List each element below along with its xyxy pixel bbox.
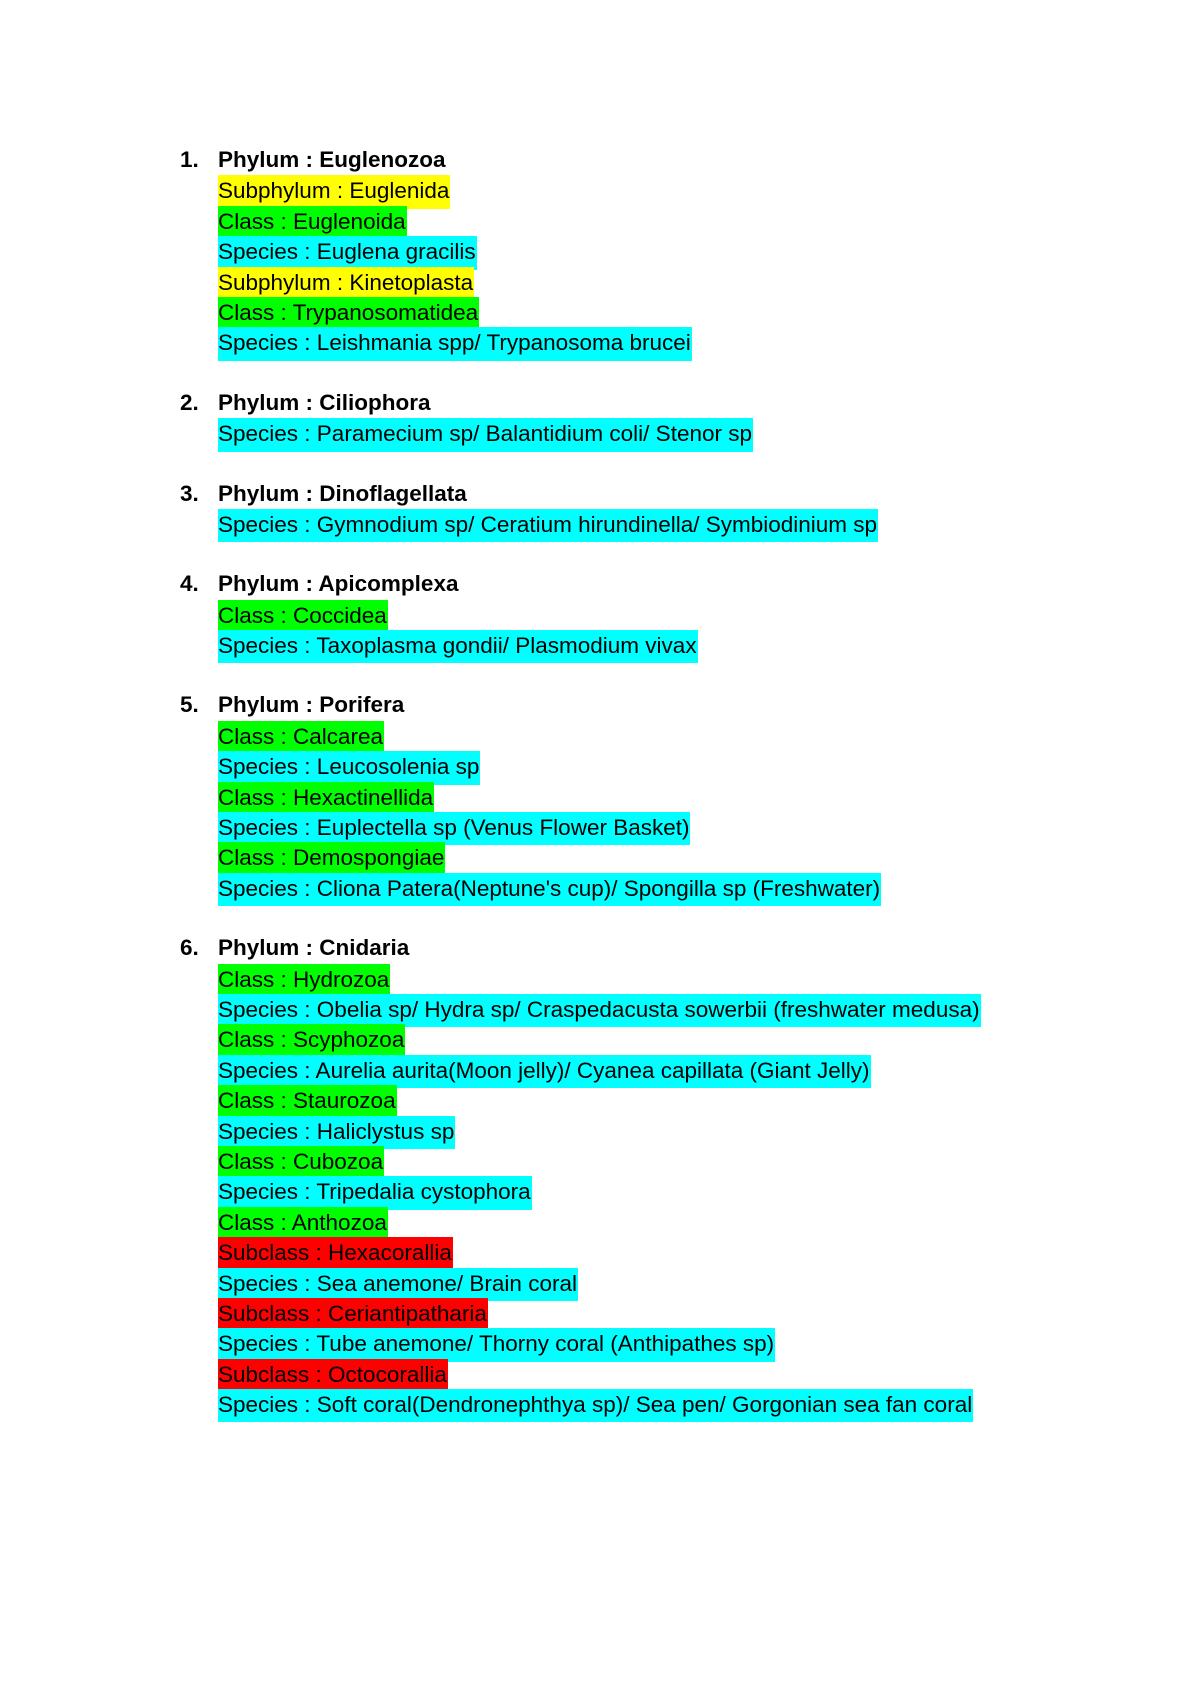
species-highlighted-text: Species : Cliona Patera(Neptune's cup)/ Spongilla sp (Freshwater) — [218, 873, 881, 906]
species-highlighted-text: Species : Tube anemone/ Thorny coral (Anthipathes sp) — [218, 1328, 775, 1361]
class-highlighted-text: Class : Euglenoida — [218, 206, 407, 239]
class-highlighted-text: Class : Anthozoa — [218, 1207, 388, 1240]
phylum-block — [0, 388, 1200, 449]
phylum-heading — [0, 145, 1200, 175]
class-highlighted-text: Class : Coccidea — [218, 600, 388, 633]
species-line — [0, 630, 1200, 660]
subclass-highlighted-text: Subclass : Ceriantipatharia — [218, 1298, 488, 1331]
subclass-highlighted-text: Subclass : Octocorallia — [218, 1359, 448, 1392]
phylum-heading — [0, 479, 1200, 509]
class-line — [0, 206, 1200, 236]
species-highlighted-text: Species : Haliclystus sp — [218, 1116, 455, 1149]
list-number: 3. — [180, 480, 199, 506]
class-line — [0, 600, 1200, 630]
class-highlighted-text: Class : Trypanosomatidea — [218, 297, 479, 330]
phylum-title: Phylum : Apicomplexa — [218, 571, 459, 597]
species-highlighted-text: Species : Euplectella sp (Venus Flower Basket) — [218, 812, 690, 845]
phylum-block — [0, 569, 1200, 660]
phylum-title: Phylum : Porifera — [218, 692, 405, 718]
species-line — [0, 1268, 1200, 1298]
species-highlighted-text: Species : Gymnodium sp/ Ceratium hirundinella/ Symbiodinium sp — [218, 509, 878, 542]
species-line — [0, 509, 1200, 539]
species-line — [0, 994, 1200, 1024]
class-highlighted-text: Class : Hydrozoa — [218, 964, 390, 997]
list-number: 4. — [180, 571, 199, 597]
class-line — [0, 721, 1200, 751]
species-highlighted-text: Species : Euglena gracilis — [218, 236, 477, 269]
subclass-line — [0, 1298, 1200, 1328]
species-line — [0, 327, 1200, 357]
class-line — [0, 297, 1200, 327]
subphylum-highlighted-text: Subphylum : Euglenida — [218, 175, 450, 208]
subphylum-line — [0, 267, 1200, 297]
species-line — [0, 1176, 1200, 1206]
class-highlighted-text: Class : Calcarea — [218, 721, 384, 754]
class-line — [0, 1085, 1200, 1115]
phylum-title: Phylum : Cnidaria — [218, 935, 410, 961]
class-line — [0, 1207, 1200, 1237]
list-number: 5. — [180, 692, 199, 718]
phylum-heading — [0, 388, 1200, 418]
phylum-title: Phylum : Ciliophora — [218, 389, 431, 415]
phylum-heading — [0, 933, 1200, 963]
species-highlighted-text: Species : Paramecium sp/ Balantidium coli/ Stenor sp — [218, 418, 753, 451]
class-line — [0, 1146, 1200, 1176]
phylum-title: Phylum : Euglenozoa — [218, 147, 446, 172]
species-highlighted-text: Species : Leishmania spp/ Trypanosoma brucei — [218, 327, 692, 360]
subclass-line — [0, 1237, 1200, 1267]
species-line — [0, 1389, 1200, 1419]
subclass-highlighted-text: Subclass : Hexacorallia — [218, 1237, 453, 1270]
class-line — [0, 782, 1200, 812]
class-line — [0, 1024, 1200, 1054]
subphylum-highlighted-text: Subphylum : Kinetoplasta — [218, 267, 474, 300]
class-highlighted-text: Class : Hexactinellida — [218, 782, 434, 815]
species-highlighted-text: Species : Aurelia aurita(Moon jelly)/ Cyanea capillata (Giant Jelly) — [218, 1055, 871, 1088]
species-highlighted-text: Species : Soft coral(Dendronephthya sp)/ Sea pen/ Gorgonian sea fan coral — [218, 1389, 973, 1422]
list-number: 1. — [180, 147, 199, 172]
subclass-line — [0, 1359, 1200, 1389]
species-line — [0, 1055, 1200, 1085]
class-highlighted-text: Class : Cubozoa — [218, 1146, 384, 1179]
class-highlighted-text: Class : Demospongiae — [218, 842, 445, 875]
species-highlighted-text: Species : Tripedalia cystophora — [218, 1176, 532, 1209]
taxonomy-outline — [0, 145, 1200, 1449]
class-line — [0, 964, 1200, 994]
species-line — [0, 236, 1200, 266]
class-highlighted-text: Class : Staurozoa — [218, 1085, 397, 1118]
list-number: 2. — [180, 389, 199, 415]
list-number: 6. — [180, 935, 199, 961]
species-line — [0, 812, 1200, 842]
phylum-heading — [0, 569, 1200, 599]
phylum-title: Phylum : Dinoflagellata — [218, 480, 467, 506]
class-highlighted-text: Class : Scyphozoa — [218, 1024, 405, 1057]
class-line — [0, 842, 1200, 872]
phylum-heading — [0, 690, 1200, 720]
phylum-block — [0, 479, 1200, 540]
species-line — [0, 1116, 1200, 1146]
phylum-block — [0, 690, 1200, 903]
species-highlighted-text: Species : Taxoplasma gondii/ Plasmodium vivax — [218, 630, 698, 663]
species-line — [0, 873, 1200, 903]
phylum-block — [0, 933, 1200, 1419]
species-line — [0, 418, 1200, 448]
species-highlighted-text: Species : Leucosolenia sp — [218, 751, 480, 784]
species-highlighted-text: Species : Obelia sp/ Hydra sp/ Craspedacusta sowerbii (freshwater medusa) — [218, 994, 981, 1027]
phylum-block — [0, 145, 1200, 358]
species-highlighted-text: Species : Sea anemone/ Brain coral — [218, 1268, 578, 1301]
subphylum-line — [0, 175, 1200, 205]
species-line — [0, 751, 1200, 781]
species-line — [0, 1328, 1200, 1358]
